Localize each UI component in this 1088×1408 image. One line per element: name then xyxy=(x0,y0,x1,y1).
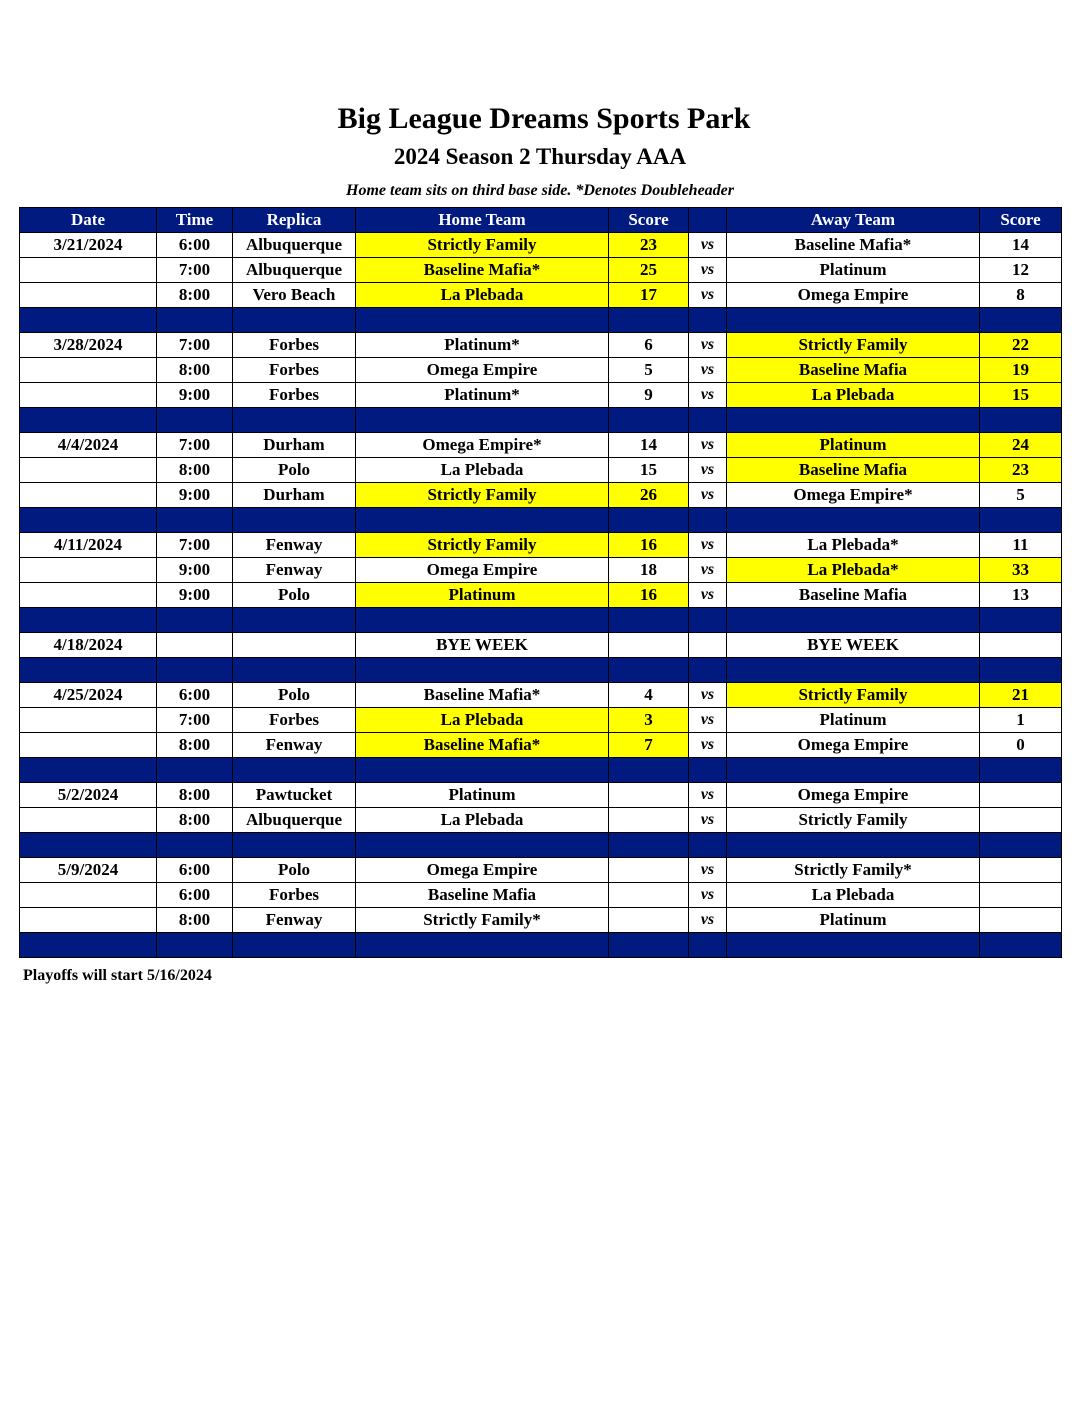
cell-replica: Forbes xyxy=(233,883,356,908)
cell-home-score xyxy=(609,633,689,658)
cell-away-score: 15 xyxy=(980,383,1062,408)
cell-vs: vs xyxy=(689,358,727,383)
cell-time: 8:00 xyxy=(157,458,233,483)
cell-home-team: Platinum xyxy=(356,583,609,608)
cell-date xyxy=(20,458,157,483)
cell-home-score xyxy=(609,783,689,808)
table-row xyxy=(20,808,1062,833)
separator-cell xyxy=(727,833,980,858)
cell-date xyxy=(20,908,157,933)
cell-date xyxy=(20,358,157,383)
cell-home-score: 4 xyxy=(609,683,689,708)
cell-away-team: La Plebada* xyxy=(727,533,980,558)
cell-home-score xyxy=(609,883,689,908)
cell-home-score: 26 xyxy=(609,483,689,508)
cell-vs: vs xyxy=(689,458,727,483)
cell-date xyxy=(20,558,157,583)
separator-cell xyxy=(233,508,356,533)
cell-vs: vs xyxy=(689,483,727,508)
cell-away-score: 13 xyxy=(980,583,1062,608)
cell-time: 8:00 xyxy=(157,733,233,758)
cell-home-score: 9 xyxy=(609,383,689,408)
table-row xyxy=(20,533,1062,558)
cell-away-team: Platinum xyxy=(727,708,980,733)
cell-away-team: Omega Empire xyxy=(727,283,980,308)
cell-date xyxy=(20,483,157,508)
separator-cell xyxy=(20,508,157,533)
cell-away-score: 14 xyxy=(980,233,1062,258)
separator-cell xyxy=(609,933,689,958)
cell-vs xyxy=(689,633,727,658)
cell-away-score xyxy=(980,858,1062,883)
cell-away-team: Platinum xyxy=(727,433,980,458)
separator-cell xyxy=(20,933,157,958)
cell-vs: vs xyxy=(689,533,727,558)
separator-cell xyxy=(20,658,157,683)
cell-time: 6:00 xyxy=(157,858,233,883)
cell-away-score: 0 xyxy=(980,733,1062,758)
cell-home-team: Platinum xyxy=(356,783,609,808)
separator-cell xyxy=(157,508,233,533)
col-home-score: Score xyxy=(609,208,689,233)
cell-home-team: Omega Empire xyxy=(356,858,609,883)
table-row xyxy=(20,383,1062,408)
cell-vs: vs xyxy=(689,383,727,408)
cell-away-score: 1 xyxy=(980,708,1062,733)
separator-cell xyxy=(609,408,689,433)
cell-vs: vs xyxy=(689,908,727,933)
table-row xyxy=(20,733,1062,758)
cell-away-score: 19 xyxy=(980,358,1062,383)
cell-replica: Durham xyxy=(233,483,356,508)
cell-away-team: La Plebada xyxy=(727,883,980,908)
week-separator-row xyxy=(20,508,1062,533)
cell-home-score: 23 xyxy=(609,233,689,258)
cell-vs: vs xyxy=(689,333,727,358)
cell-time: 8:00 xyxy=(157,783,233,808)
cell-time: 7:00 xyxy=(157,708,233,733)
cell-home-score: 5 xyxy=(609,358,689,383)
cell-home-team: Baseline Mafia* xyxy=(356,258,609,283)
cell-vs: vs xyxy=(689,233,727,258)
cell-replica: Albuquerque xyxy=(233,258,356,283)
cell-date: 4/11/2024 xyxy=(20,533,157,558)
separator-cell xyxy=(980,833,1062,858)
cell-away-team: Baseline Mafia* xyxy=(727,233,980,258)
separator-cell xyxy=(689,308,727,333)
cell-home-score: 25 xyxy=(609,258,689,283)
cell-home-score: 6 xyxy=(609,333,689,358)
separator-cell xyxy=(233,933,356,958)
separator-cell xyxy=(727,758,980,783)
cell-home-team: Omega Empire* xyxy=(356,433,609,458)
cell-time: 8:00 xyxy=(157,808,233,833)
cell-replica: Forbes xyxy=(233,708,356,733)
cell-away-team: Strictly Family xyxy=(727,333,980,358)
separator-cell xyxy=(356,308,609,333)
separator-cell xyxy=(727,658,980,683)
separator-cell xyxy=(980,608,1062,633)
separator-cell xyxy=(233,408,356,433)
cell-time: 9:00 xyxy=(157,483,233,508)
cell-home-team: BYE WEEK xyxy=(356,633,609,658)
separator-cell xyxy=(727,608,980,633)
cell-away-team: Omega Empire xyxy=(727,783,980,808)
cell-date xyxy=(20,733,157,758)
table-row xyxy=(20,358,1062,383)
cell-vs: vs xyxy=(689,683,727,708)
cell-home-score: 7 xyxy=(609,733,689,758)
cell-home-team: Baseline Mafia xyxy=(356,883,609,908)
cell-away-team: BYE WEEK xyxy=(727,633,980,658)
separator-cell xyxy=(20,608,157,633)
table-row xyxy=(20,458,1062,483)
week-separator-row xyxy=(20,608,1062,633)
cell-home-team: Platinum* xyxy=(356,383,609,408)
cell-home-team: Baseline Mafia* xyxy=(356,683,609,708)
playoffs-note: Playoffs will start 5/16/2024 xyxy=(23,967,212,984)
cell-vs: vs xyxy=(689,733,727,758)
cell-home-score: 15 xyxy=(609,458,689,483)
separator-cell xyxy=(689,933,727,958)
separator-cell xyxy=(157,608,233,633)
cell-vs: vs xyxy=(689,558,727,583)
separator-cell xyxy=(980,508,1062,533)
cell-replica: Durham xyxy=(233,433,356,458)
separator-cell xyxy=(356,933,609,958)
separator-cell xyxy=(233,608,356,633)
schedule-table xyxy=(19,207,1062,958)
table-row xyxy=(20,333,1062,358)
cell-away-team: Strictly Family* xyxy=(727,858,980,883)
cell-replica: Fenway xyxy=(233,533,356,558)
separator-cell xyxy=(727,308,980,333)
cell-replica: Fenway xyxy=(233,733,356,758)
week-separator-row xyxy=(20,658,1062,683)
schedule-body xyxy=(20,233,1062,958)
separator-cell xyxy=(356,833,609,858)
cell-time: 6:00 xyxy=(157,233,233,258)
cell-vs: vs xyxy=(689,783,727,808)
cell-away-score xyxy=(980,783,1062,808)
week-separator-row xyxy=(20,308,1062,333)
cell-away-score: 22 xyxy=(980,333,1062,358)
table-row xyxy=(20,633,1062,658)
cell-vs: vs xyxy=(689,708,727,733)
separator-cell xyxy=(356,508,609,533)
separator-cell xyxy=(980,408,1062,433)
separator-cell xyxy=(157,758,233,783)
cell-away-score: 8 xyxy=(980,283,1062,308)
cell-replica: Vero Beach xyxy=(233,283,356,308)
cell-vs: vs xyxy=(689,858,727,883)
cell-date xyxy=(20,583,157,608)
separator-cell xyxy=(689,758,727,783)
cell-away-team: Strictly Family xyxy=(727,808,980,833)
cell-replica xyxy=(233,633,356,658)
cell-away-team: Platinum xyxy=(727,908,980,933)
table-row xyxy=(20,783,1062,808)
cell-away-team: La Plebada* xyxy=(727,558,980,583)
cell-home-team: Baseline Mafia* xyxy=(356,733,609,758)
cell-away-team: Baseline Mafia xyxy=(727,458,980,483)
cell-away-team: Omega Empire xyxy=(727,733,980,758)
cell-away-score xyxy=(980,908,1062,933)
separator-cell xyxy=(356,658,609,683)
col-away-team: Away Team xyxy=(727,208,980,233)
separator-cell xyxy=(157,833,233,858)
separator-cell xyxy=(727,408,980,433)
cell-replica: Forbes xyxy=(233,383,356,408)
separator-cell xyxy=(980,933,1062,958)
cell-replica: Fenway xyxy=(233,558,356,583)
cell-home-team: Omega Empire xyxy=(356,558,609,583)
cell-replica: Forbes xyxy=(233,333,356,358)
col-date: Date xyxy=(20,208,157,233)
cell-replica: Albuquerque xyxy=(233,808,356,833)
week-separator-row xyxy=(20,833,1062,858)
cell-time: 6:00 xyxy=(157,883,233,908)
cell-replica: Fenway xyxy=(233,908,356,933)
cell-away-team: Platinum xyxy=(727,258,980,283)
cell-home-score: 14 xyxy=(609,433,689,458)
col-away-score: Score xyxy=(980,208,1062,233)
cell-time: 6:00 xyxy=(157,683,233,708)
cell-away-score: 33 xyxy=(980,558,1062,583)
separator-cell xyxy=(356,408,609,433)
cell-home-team: Strictly Family xyxy=(356,233,609,258)
cell-replica: Forbes xyxy=(233,358,356,383)
cell-away-team: Baseline Mafia xyxy=(727,358,980,383)
cell-home-score: 16 xyxy=(609,583,689,608)
cell-vs: vs xyxy=(689,808,727,833)
separator-cell xyxy=(20,408,157,433)
col-home-team: Home Team xyxy=(356,208,609,233)
cell-home-team: Strictly Family xyxy=(356,533,609,558)
cell-away-score xyxy=(980,633,1062,658)
cell-replica: Pawtucket xyxy=(233,783,356,808)
separator-cell xyxy=(727,508,980,533)
table-row xyxy=(20,483,1062,508)
cell-date: 4/18/2024 xyxy=(20,633,157,658)
table-row xyxy=(20,433,1062,458)
separator-cell xyxy=(689,408,727,433)
cell-time: 9:00 xyxy=(157,558,233,583)
cell-home-team: La Plebada xyxy=(356,283,609,308)
cell-replica: Polo xyxy=(233,583,356,608)
cell-home-team: La Plebada xyxy=(356,808,609,833)
cell-home-team: Platinum* xyxy=(356,333,609,358)
table-row xyxy=(20,908,1062,933)
week-separator-row xyxy=(20,933,1062,958)
cell-time: 9:00 xyxy=(157,383,233,408)
cell-vs: vs xyxy=(689,583,727,608)
cell-home-team: Omega Empire xyxy=(356,358,609,383)
separator-cell xyxy=(609,308,689,333)
cell-away-score: 12 xyxy=(980,258,1062,283)
cell-time: 8:00 xyxy=(157,908,233,933)
cell-home-score xyxy=(609,808,689,833)
separator-cell xyxy=(980,758,1062,783)
table-row xyxy=(20,683,1062,708)
separator-cell xyxy=(233,758,356,783)
cell-date: 4/4/2024 xyxy=(20,433,157,458)
cell-away-score: 24 xyxy=(980,433,1062,458)
cell-time: 8:00 xyxy=(157,358,233,383)
cell-away-team: Strictly Family xyxy=(727,683,980,708)
cell-time: 7:00 xyxy=(157,333,233,358)
week-separator-row xyxy=(20,758,1062,783)
cell-time xyxy=(157,633,233,658)
separator-cell xyxy=(20,308,157,333)
cell-home-team: La Plebada xyxy=(356,458,609,483)
cell-away-score: 11 xyxy=(980,533,1062,558)
cell-away-score xyxy=(980,883,1062,908)
col-time: Time xyxy=(157,208,233,233)
separator-cell xyxy=(689,833,727,858)
cell-home-score: 3 xyxy=(609,708,689,733)
col-replica: Replica xyxy=(233,208,356,233)
table-row xyxy=(20,858,1062,883)
separator-cell xyxy=(157,658,233,683)
page-title: Big League Dreams Sports Park xyxy=(337,102,751,135)
cell-vs: vs xyxy=(689,433,727,458)
separator-cell xyxy=(689,508,727,533)
cell-home-score: 17 xyxy=(609,283,689,308)
cell-vs: vs xyxy=(689,258,727,283)
table-row xyxy=(20,583,1062,608)
cell-home-score: 18 xyxy=(609,558,689,583)
separator-cell xyxy=(233,308,356,333)
cell-date: 5/2/2024 xyxy=(20,783,157,808)
cell-time: 7:00 xyxy=(157,433,233,458)
separator-cell xyxy=(157,308,233,333)
col-vs xyxy=(689,208,727,233)
separator-cell xyxy=(20,758,157,783)
cell-time: 7:00 xyxy=(157,533,233,558)
cell-replica: Albuquerque xyxy=(233,233,356,258)
separator-cell xyxy=(157,408,233,433)
cell-replica: Polo xyxy=(233,858,356,883)
cell-date xyxy=(20,383,157,408)
separator-cell xyxy=(689,658,727,683)
cell-time: 7:00 xyxy=(157,258,233,283)
cell-replica: Polo xyxy=(233,683,356,708)
cell-vs: vs xyxy=(689,883,727,908)
schedule-note: Home team sits on third base side. *Denotes Doubleheader xyxy=(346,182,734,199)
cell-home-score xyxy=(609,908,689,933)
cell-away-team: Baseline Mafia xyxy=(727,583,980,608)
separator-cell xyxy=(356,758,609,783)
table-row xyxy=(20,233,1062,258)
cell-home-team: La Plebada xyxy=(356,708,609,733)
separator-cell xyxy=(609,658,689,683)
separator-cell xyxy=(609,833,689,858)
separator-cell xyxy=(689,608,727,633)
table-row xyxy=(20,708,1062,733)
cell-time: 8:00 xyxy=(157,283,233,308)
separator-cell xyxy=(609,608,689,633)
cell-away-score: 23 xyxy=(980,458,1062,483)
cell-date xyxy=(20,258,157,283)
cell-home-team: Strictly Family xyxy=(356,483,609,508)
separator-cell xyxy=(980,308,1062,333)
cell-date: 4/25/2024 xyxy=(20,683,157,708)
cell-date xyxy=(20,808,157,833)
cell-date xyxy=(20,883,157,908)
table-row xyxy=(20,258,1062,283)
separator-cell xyxy=(157,933,233,958)
cell-away-team: Omega Empire* xyxy=(727,483,980,508)
separator-cell xyxy=(727,933,980,958)
separator-cell xyxy=(980,658,1062,683)
table-row xyxy=(20,283,1062,308)
cell-date xyxy=(20,708,157,733)
cell-away-score: 5 xyxy=(980,483,1062,508)
table-row xyxy=(20,558,1062,583)
separator-cell xyxy=(233,658,356,683)
separator-cell xyxy=(233,833,356,858)
cell-away-score: 21 xyxy=(980,683,1062,708)
cell-home-team: Strictly Family* xyxy=(356,908,609,933)
cell-home-score xyxy=(609,858,689,883)
week-separator-row xyxy=(20,408,1062,433)
separator-cell xyxy=(609,508,689,533)
cell-date: 3/28/2024 xyxy=(20,333,157,358)
cell-vs: vs xyxy=(689,283,727,308)
separator-cell xyxy=(356,608,609,633)
cell-replica: Polo xyxy=(233,458,356,483)
cell-date: 3/21/2024 xyxy=(20,233,157,258)
cell-time: 9:00 xyxy=(157,583,233,608)
separator-cell xyxy=(609,758,689,783)
cell-away-team: La Plebada xyxy=(727,383,980,408)
table-row xyxy=(20,883,1062,908)
cell-away-score xyxy=(980,808,1062,833)
header-row xyxy=(20,208,1062,233)
cell-date: 5/9/2024 xyxy=(20,858,157,883)
separator-cell xyxy=(20,833,157,858)
cell-date xyxy=(20,283,157,308)
page-subtitle: 2024 Season 2 Thursday AAA xyxy=(393,144,687,169)
cell-home-score: 16 xyxy=(609,533,689,558)
